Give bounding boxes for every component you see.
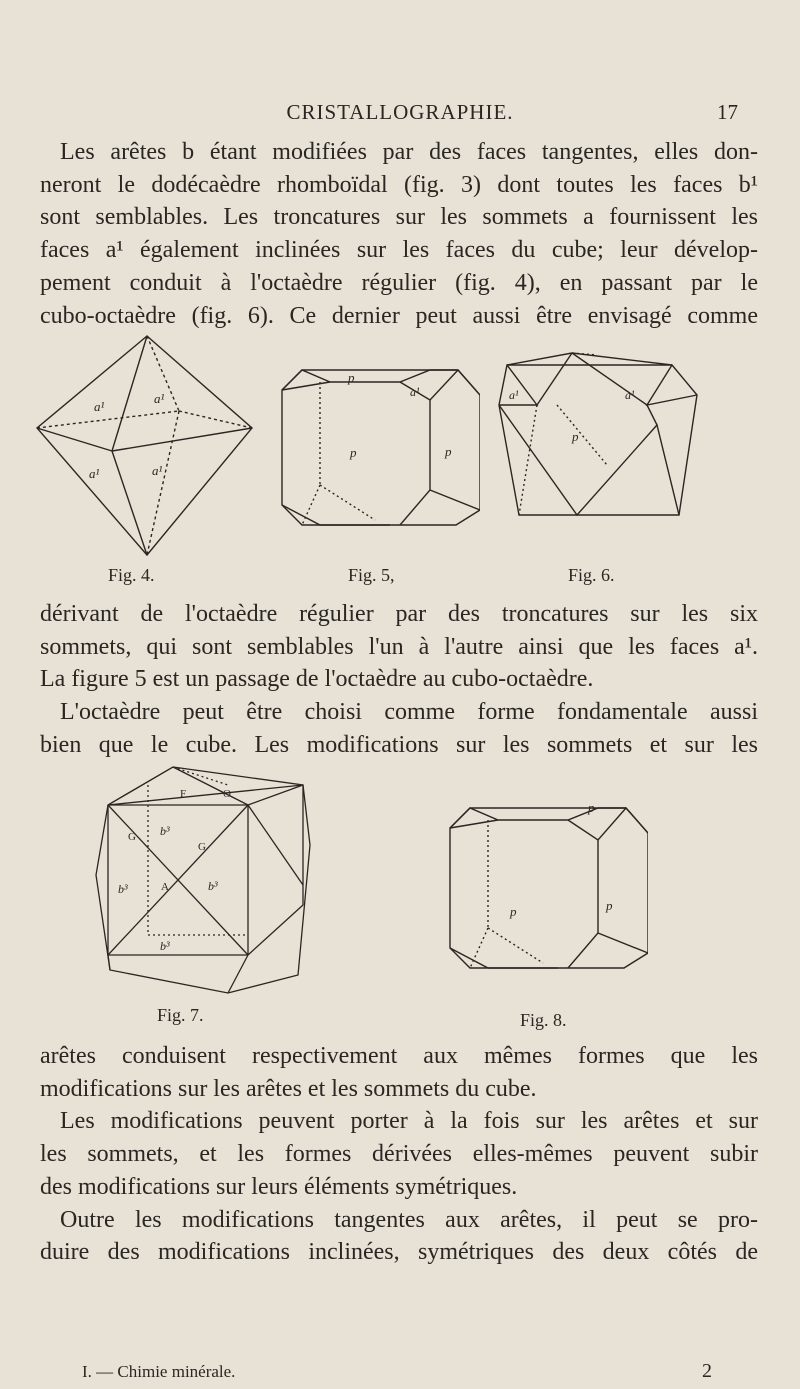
svg-text:p: p (572, 429, 579, 444)
svg-text:a¹: a¹ (89, 466, 100, 481)
svg-text:b³: b³ (118, 882, 128, 896)
figure-6-cubo-octahedron (497, 345, 702, 525)
svg-text:b³: b³ (208, 879, 218, 893)
svg-text:p: p (348, 370, 355, 385)
paragraph-1 (40, 136, 758, 332)
svg-text:A: A (161, 881, 169, 893)
fig-7-caption: Fig. 7. (157, 1005, 204, 1025)
svg-text:G: G (198, 841, 206, 853)
text-line: bien que le cube. Les modifications sur les sommets et sur les (40, 731, 758, 758)
svg-text:p: p (445, 444, 452, 459)
svg-text:a¹: a¹ (94, 399, 105, 414)
figure-4-octahedron (34, 333, 256, 563)
text-line: pement conduit à l'octaèdre régulier (fig. 4), en passant par le (40, 269, 758, 296)
svg-text:p: p (350, 445, 357, 460)
text-line: cubo-octaèdre (fig. 6). Ce dernier peut aussi être envisagé comme (40, 302, 758, 329)
text-line: sont semblables. Les troncatures sur les sommets a fournissent les (40, 204, 758, 231)
figure-5-transition (280, 360, 480, 530)
svg-text:b³: b³ (160, 939, 170, 953)
svg-text:a¹: a¹ (154, 391, 165, 406)
footer (82, 1362, 712, 1382)
header-title: CRISTALLOGRAPHIE. (286, 100, 514, 124)
text-line: L'octaèdre peut être choisi comme forme fondamentale aussi (60, 699, 758, 726)
svg-text:F: F (180, 788, 187, 800)
text-line: Les arêtes b étant modifiées par des faces tangentes, elles don- (60, 139, 758, 165)
text-line: sommets, qui sont semblables l'un à l'autre ainsi que les faces a¹. (40, 633, 758, 660)
footer-signature-label: I. — Chimie minérale. (82, 1362, 236, 1381)
text-line: arêtes conduisent respectivement aux mêmes formes que les (40, 1043, 758, 1069)
fig-4-caption: Fig. 4. (108, 565, 155, 585)
text-line: modifications sur les arêtes et les sommets du cube. (40, 1075, 537, 1102)
text-line: Les modifications peuvent porter à la fois sur les arêtes et sur (60, 1108, 758, 1135)
text-line: dérivant de l'octaèdre régulier par des troncatures sur les six (40, 601, 758, 627)
fig-6-caption: Fig. 6. (568, 565, 615, 585)
text-line: les sommets, et les formes dérivées elles-mêmes peuvent subir (40, 1141, 758, 1168)
svg-text:G: G (128, 831, 136, 843)
page-number: 17 (717, 100, 738, 124)
text-line: Outre les modifications tangentes aux arêtes, il peut se pro- (60, 1206, 758, 1233)
text-line: des modifications sur leurs éléments symétriques. (40, 1173, 518, 1200)
figure-7-polyhedron (88, 765, 318, 995)
text-line: La figure 5 est un passage de l'octaèdre au cubo-octaèdre. (40, 666, 594, 693)
svg-text:a¹: a¹ (625, 388, 635, 402)
svg-text:p: p (606, 898, 613, 913)
svg-text:p: p (510, 904, 517, 919)
text-line: duire des modifications inclinées, symétriques des deux côtés de (40, 1239, 758, 1266)
svg-text:b³: b³ (160, 824, 170, 838)
svg-text:a¹: a¹ (509, 388, 519, 402)
paragraph-3 (40, 1040, 758, 1269)
svg-text:O: O (223, 788, 231, 800)
running-header (0, 100, 800, 130)
fig-5-caption: Fig. 5, (348, 565, 395, 585)
paragraph-2 (40, 598, 758, 762)
text-line: faces a¹ également inclinées sur les faces du cube; leur dévelop- (40, 237, 758, 264)
figure-8-transition (448, 798, 648, 973)
fig-8-caption: Fig. 8. (520, 1010, 567, 1030)
signature-number: 2 (702, 1360, 712, 1382)
svg-text:a¹: a¹ (410, 385, 420, 399)
text-line: neront le dodécaèdre rhomboïdal (fig. 3) dont toutes les faces b¹ (40, 171, 758, 198)
svg-text:p: p (588, 800, 595, 815)
svg-text:a¹: a¹ (152, 463, 163, 478)
